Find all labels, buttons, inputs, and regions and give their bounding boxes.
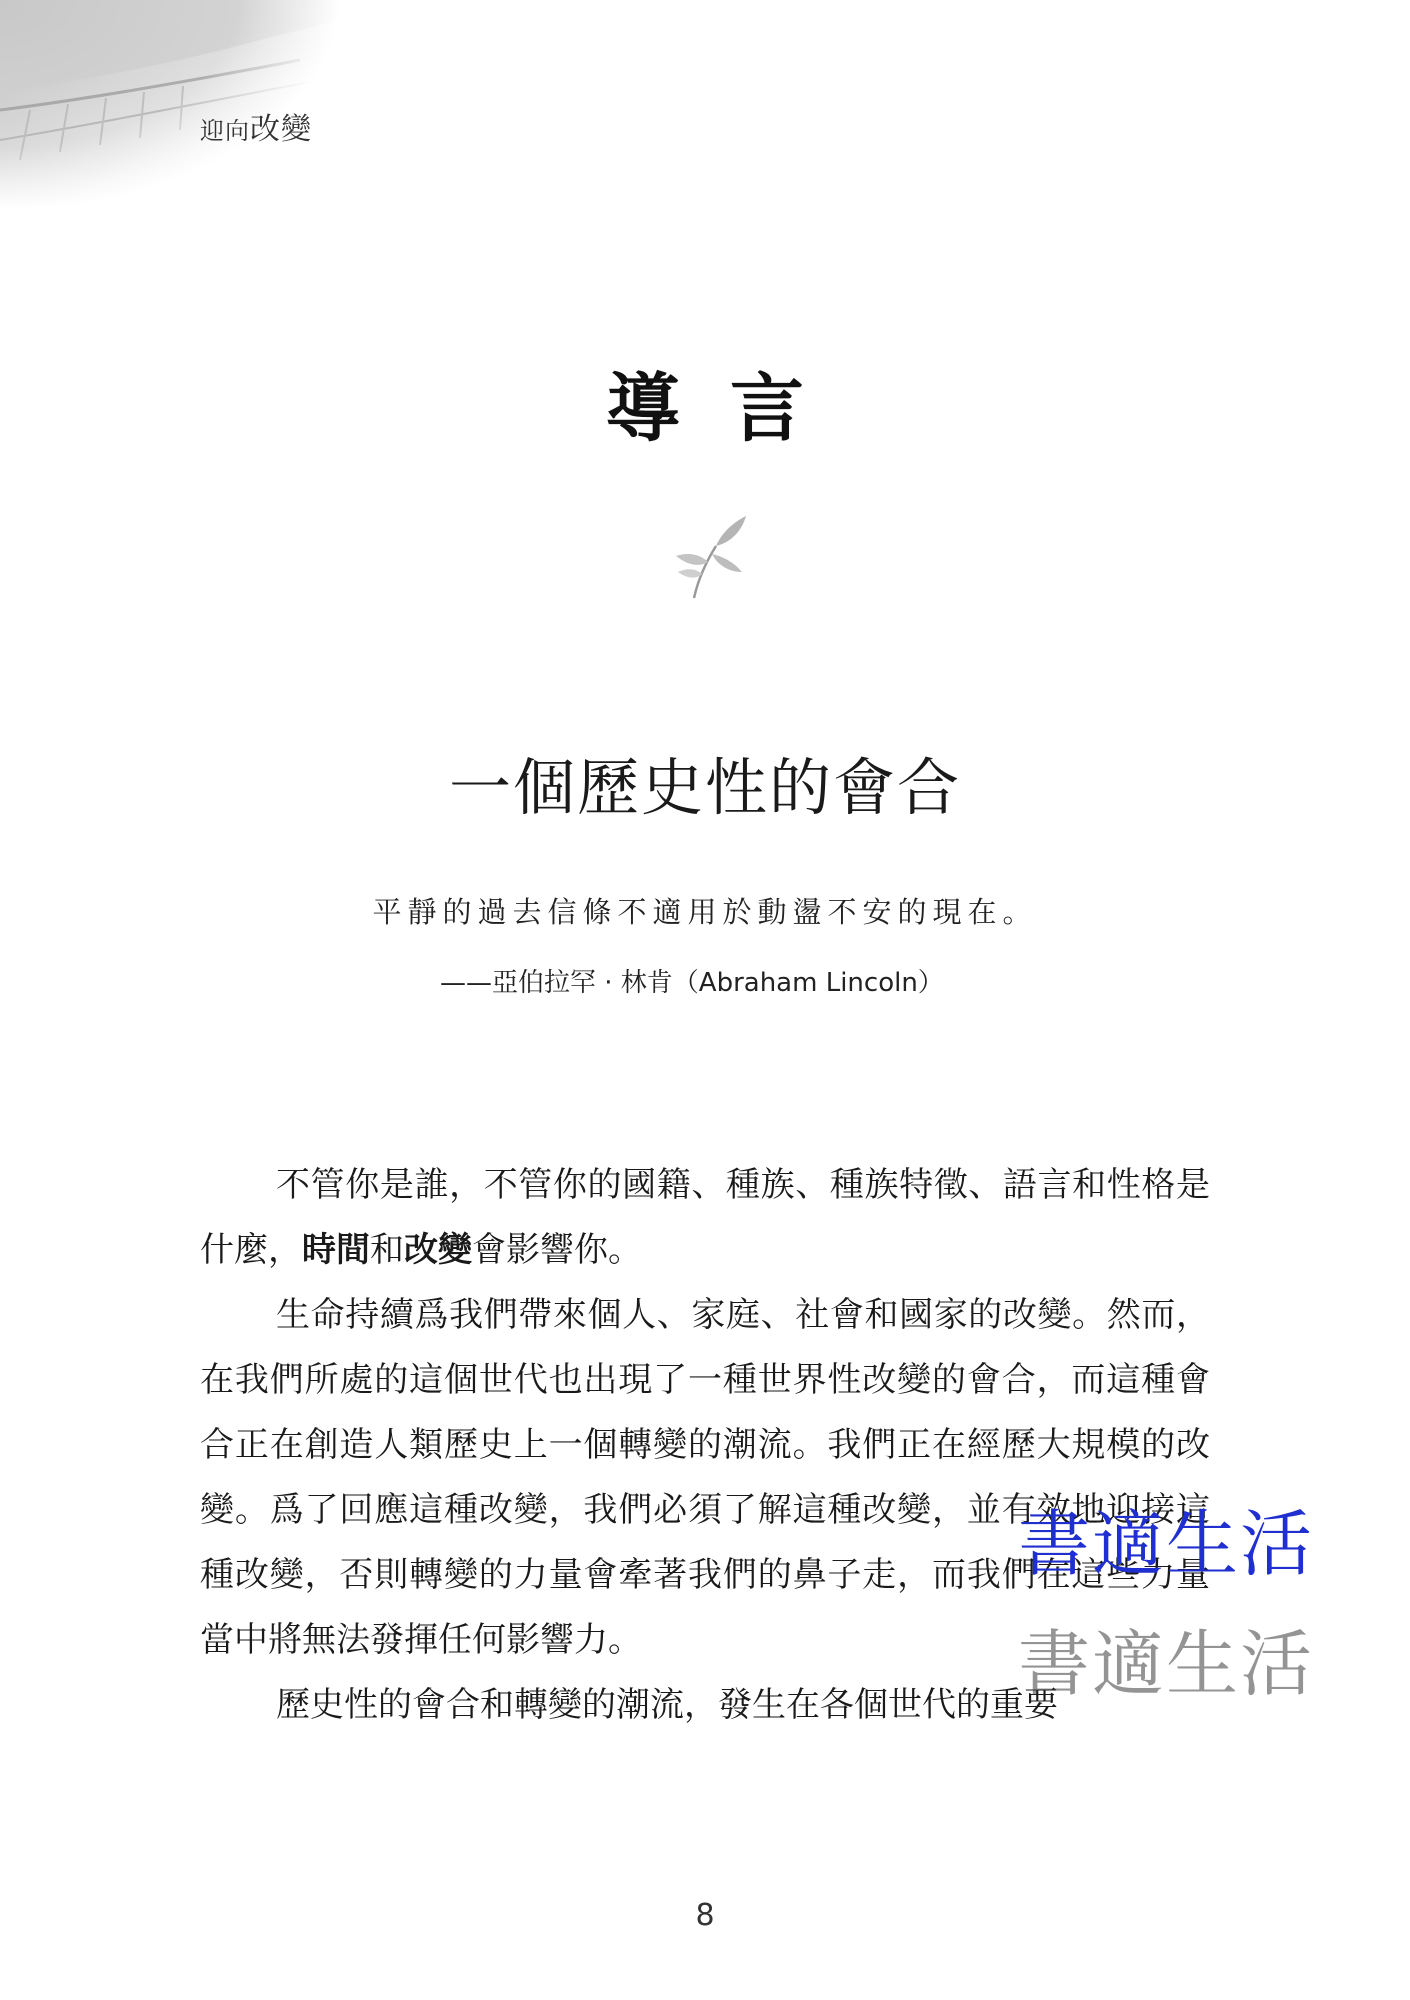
page-number: 8 <box>695 1898 715 1933</box>
leaf-sprig-icon <box>672 510 748 600</box>
paragraph-1-text-a: 不管你是誰，不管你的國籍、種族、種族特徵、語言和性格是什麼， <box>200 1165 1210 1270</box>
paragraph-1-text-c: 和 <box>370 1230 404 1270</box>
epigraph-attribution: ——亞伯拉罕 · 林肯（Abraham Lincoln） <box>440 968 944 998</box>
paragraph-3: 歷史性的會合和轉變的潮流，發生在各個世代的重要 <box>276 1685 1058 1725</box>
running-header-prefix: 迎向 <box>200 117 250 145</box>
paragraph-1-text-d: 會影響你。 <box>472 1230 642 1270</box>
keyword-change: 改變 <box>404 1230 472 1270</box>
section-title: 一個歷史性的會合 <box>448 751 961 824</box>
running-header <box>200 104 312 148</box>
epigraph-quote: 平靜的過去信條不適用於動盪不安的現在。 <box>372 895 1038 929</box>
running-header-main: 改變 <box>250 112 312 147</box>
watermark-grey: 書適生活 <box>1018 1622 1315 1706</box>
watermark-blue: 書適生活 <box>1018 1502 1315 1586</box>
paragraph-1 <box>200 1153 1210 1283</box>
paragraph-2: 生命持續爲我們帶來個人、家庭、社會和國家的改變。然而，在我們所處的這個世代也出現了一種世界性改變的會合，而這種會合正在創造人類歷史上一個轉變的潮流。我們正在經歷大規模的改變。爲了回應這種改變，我們必須了解這種改變，並有效地迎接這種改變，否則轉變的力量會牽著我們的鼻子走，而我們在這些力量當中將無法發揮任何影響力。 <box>200 1295 1210 1660</box>
keyword-time: 時間 <box>302 1230 370 1270</box>
chapter-title: 導言 <box>606 366 854 452</box>
